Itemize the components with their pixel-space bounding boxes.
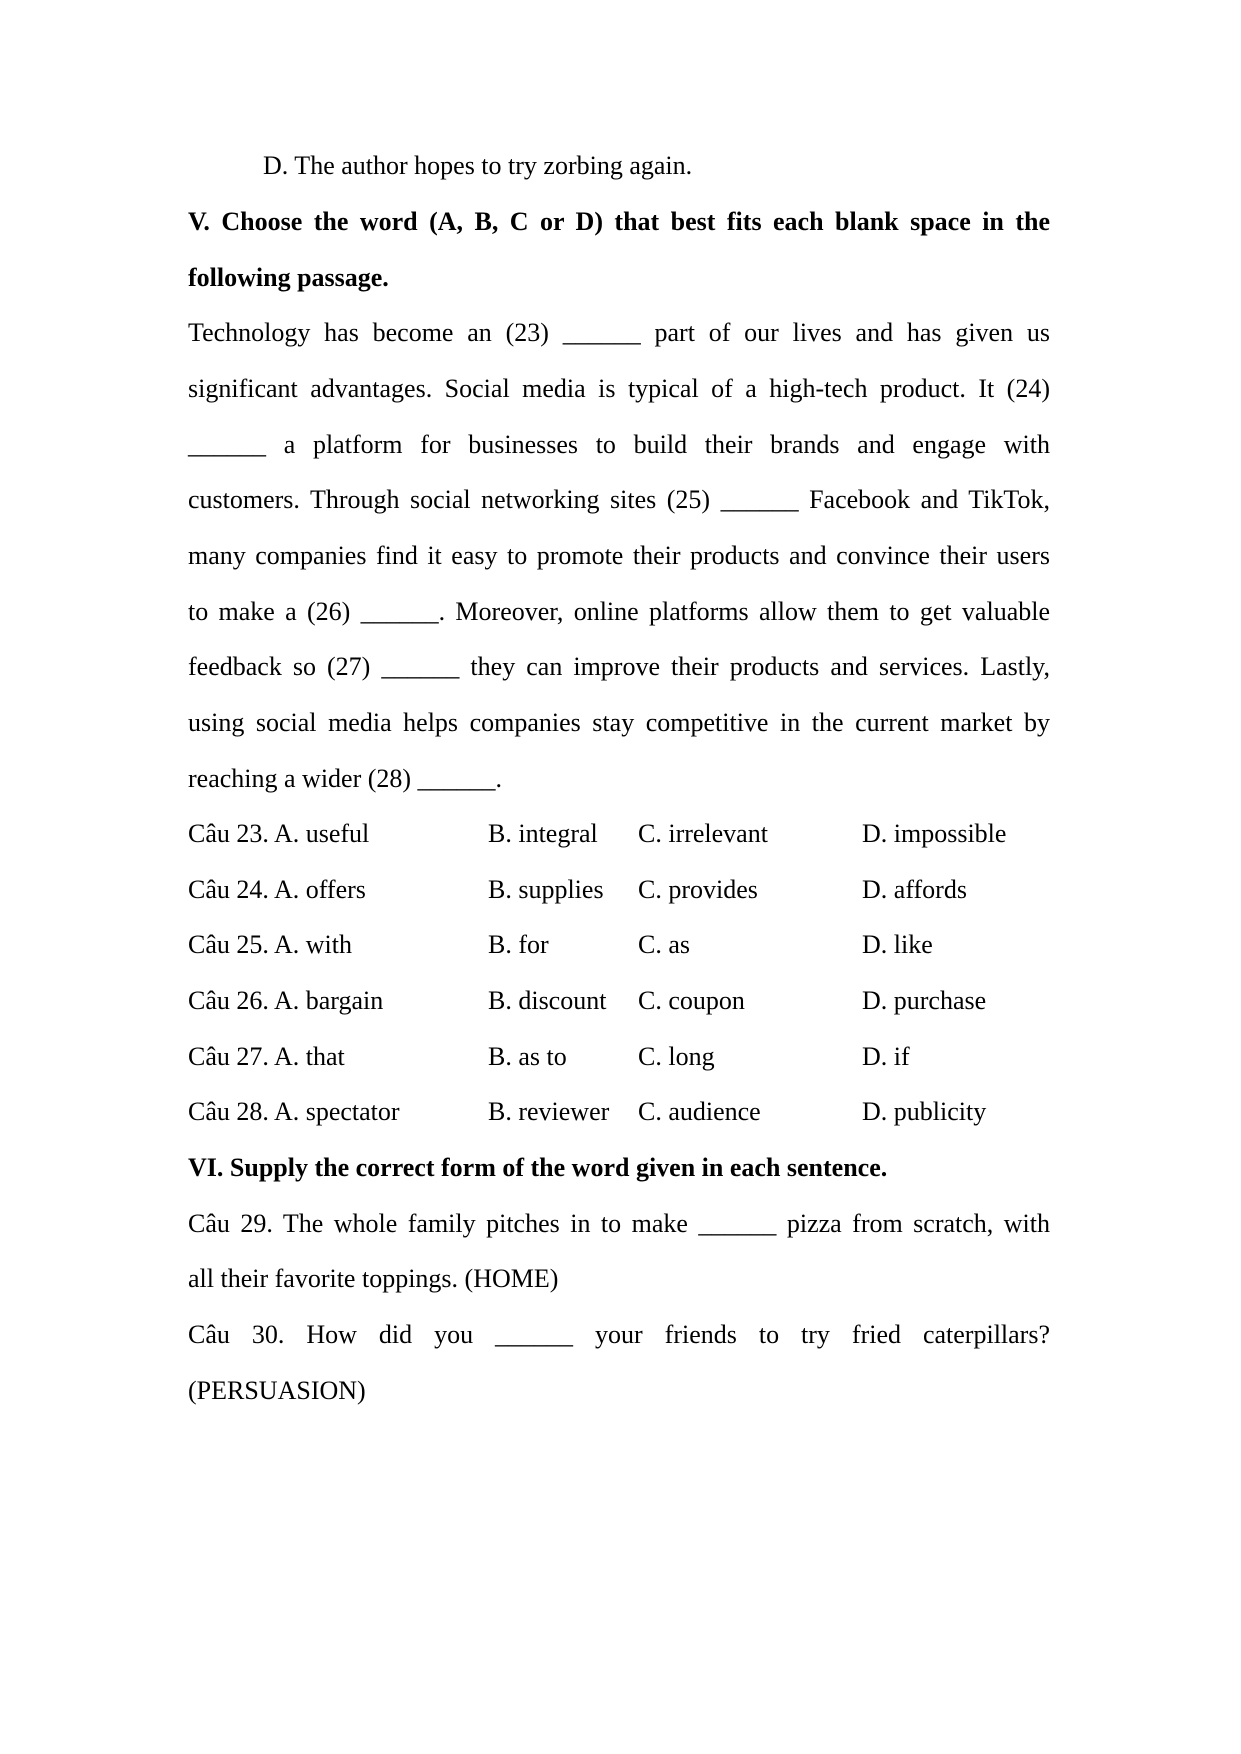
- passage-line-7: feedback so (27) ______ they can improve their products and services. Lastly,: [188, 652, 1050, 681]
- q25-option-b: B. for: [488, 930, 549, 959]
- question-row-28: [188, 1092, 1050, 1132]
- question-row-27: [188, 1037, 1050, 1077]
- question-row-25: [188, 925, 1050, 965]
- question-row-23: [188, 814, 1050, 854]
- section-5-title-line-2: following passage.: [188, 263, 389, 292]
- q23-option-b: B. integral: [488, 819, 598, 848]
- q24-option-c: C. provides: [638, 875, 758, 904]
- passage-line-6: to make a (26) ______. Moreover, online platforms allow them to get valuable: [188, 597, 1050, 626]
- question-29-line-2: all their favorite toppings. (HOME): [188, 1264, 559, 1293]
- previous-option-d: D. The author hopes to try zorbing again.: [263, 151, 693, 180]
- passage-line-1: Technology has become an (23) ______ part of our lives and has given us: [188, 318, 1050, 347]
- section-6-title: VI. Supply the correct form of the word given in each sentence.: [188, 1153, 888, 1182]
- passage-line-2: significant advantages. Social media is typical of a high-tech product. It (24): [188, 374, 1050, 403]
- q27-option-a: Câu 27. A. that: [188, 1042, 345, 1071]
- question-30-line-1: Câu 30. How did you ______ your friends to try fried caterpillars?: [188, 1320, 1050, 1349]
- passage-line-8: using social media helps companies stay competitive in the current market by: [188, 708, 1050, 737]
- q24-option-a: Câu 24. A. offers: [188, 875, 366, 904]
- q28-option-a: Câu 28. A. spectator: [188, 1097, 400, 1126]
- q23-option-a: Câu 23. A. useful: [188, 819, 370, 848]
- q28-option-d: D. publicity: [862, 1097, 987, 1126]
- q26-option-a: Câu 26. A. bargain: [188, 986, 384, 1015]
- section-5-title-line-1: V. Choose the word (A, B, C or D) that best fits each blank space in the: [188, 207, 1050, 236]
- q26-option-b: B. discount: [488, 986, 607, 1015]
- question-row-26: [188, 981, 1050, 1021]
- q28-option-c: C. audience: [638, 1097, 761, 1126]
- question-row-24: [188, 870, 1050, 910]
- passage-line-4: customers. Through social networking sites (25) ______ Facebook and TikTok,: [188, 485, 1050, 514]
- q26-option-d: D. purchase: [862, 986, 987, 1015]
- q25-option-a: Câu 25. A. with: [188, 930, 352, 959]
- q27-option-b: B. as to: [488, 1042, 567, 1071]
- q23-option-d: D. impossible: [862, 819, 1007, 848]
- question-30-line-2: (PERSUASION): [188, 1376, 366, 1405]
- passage-line-3: ______ a platform for businesses to build their brands and engage with: [188, 430, 1050, 459]
- q27-option-d: D. if: [862, 1042, 910, 1071]
- q24-option-d: D. affords: [862, 875, 967, 904]
- q23-option-c: C. irrelevant: [638, 819, 768, 848]
- q25-option-c: C. as: [638, 930, 690, 959]
- q25-option-d: D. like: [862, 930, 933, 959]
- q28-option-b: B. reviewer: [488, 1097, 610, 1126]
- passage-line-9: reaching a wider (28) ______.: [188, 764, 503, 793]
- q27-option-c: C. long: [638, 1042, 715, 1071]
- q26-option-c: C. coupon: [638, 986, 745, 1015]
- passage-line-5: many companies find it easy to promote their products and convince their users: [188, 541, 1050, 570]
- question-29-line-1: Câu 29. The whole family pitches in to make ______ pizza from scratch, with: [188, 1209, 1050, 1238]
- q24-option-b: B. supplies: [488, 875, 604, 904]
